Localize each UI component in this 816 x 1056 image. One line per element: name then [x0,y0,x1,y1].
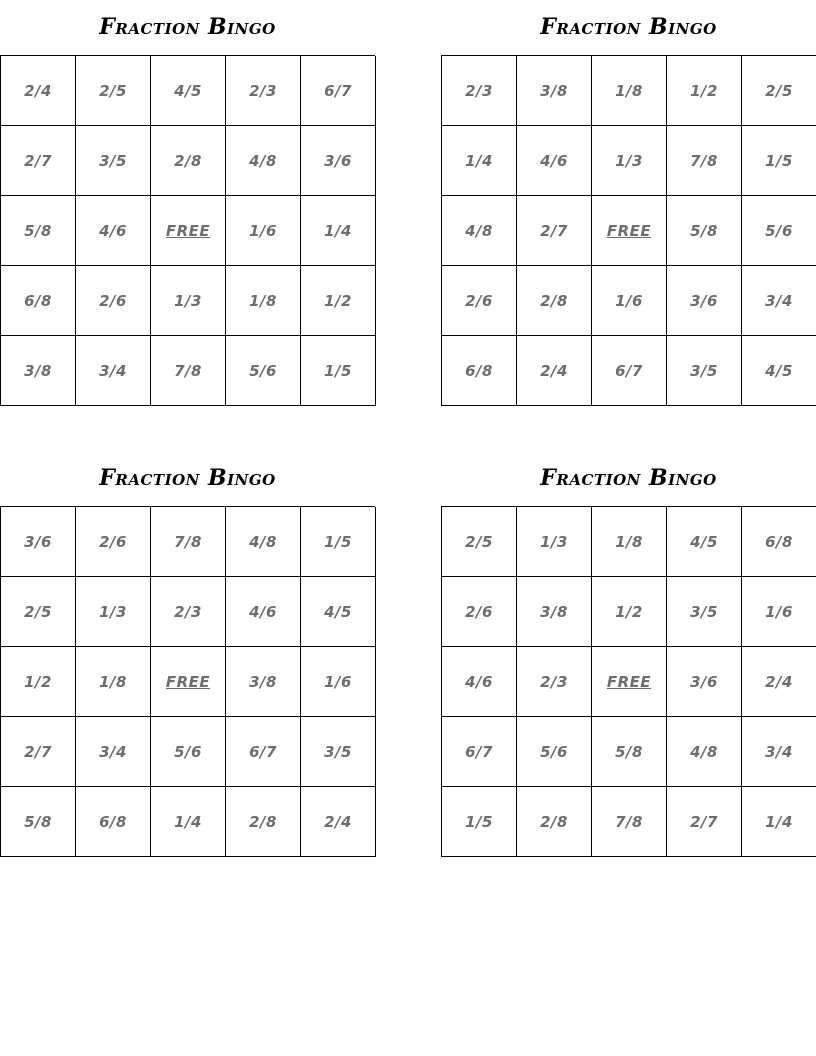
bingo-cell: 2/8 [151,126,226,196]
bingo-cell: 2/8 [517,266,592,336]
bingo-cell: 2/3 [517,647,592,717]
bingo-cell: 6/8 [742,507,816,577]
bingo-cell: 1/5 [442,787,517,857]
bingo-cell: 6/8 [76,787,151,857]
bingo-cell: 2/7 [517,196,592,266]
bingo-cell: 2/5 [76,56,151,126]
bingo-cell: 1/5 [742,126,816,196]
bingo-cell: 2/4 [742,647,816,717]
bingo-cell: 2/4 [1,56,76,126]
bingo-cell: 3/8 [517,577,592,647]
bingo-cell: 3/5 [76,126,151,196]
bingo-cell: 1/3 [592,126,667,196]
bingo-cell: 2/3 [226,56,301,126]
bingo-cell: 3/8 [226,647,301,717]
bingo-cell: 3/6 [1,507,76,577]
free-space-cell: FREE [151,647,226,717]
bingo-card-4 [441,451,816,857]
bingo-cell: 1/6 [301,647,376,717]
bingo-cell: 1/4 [442,126,517,196]
bingo-cell: 4/6 [226,577,301,647]
bingo-cell: 4/8 [667,717,742,787]
bingo-cell: 3/4 [76,336,151,406]
free-space-cell: FREE [592,196,667,266]
bingo-cell: 1/4 [301,196,376,266]
bingo-cell: 4/5 [742,336,816,406]
bingo-cell: 1/2 [592,577,667,647]
bingo-cell: 2/4 [517,336,592,406]
bingo-cell: 1/3 [517,507,592,577]
bingo-cell: 1/6 [592,266,667,336]
bingo-cell: 4/8 [226,507,301,577]
bingo-cell: 6/8 [1,266,76,336]
bingo-cell: 3/4 [76,717,151,787]
bingo-cell: 1/6 [742,577,816,647]
bingo-cell: 5/6 [742,196,816,266]
bingo-cell: 4/6 [442,647,517,717]
bingo-cell: 2/8 [226,787,301,857]
bingo-cell: 1/8 [226,266,301,336]
bingo-cell: 3/6 [667,266,742,336]
bingo-cell: 5/8 [592,717,667,787]
bingo-cell: 4/5 [667,507,742,577]
bingo-cell: 2/7 [1,126,76,196]
bingo-cell: 7/8 [151,336,226,406]
bingo-cell: 3/4 [742,266,816,336]
bingo-cell: 7/8 [592,787,667,857]
bingo-cell: 5/6 [151,717,226,787]
bingo-cell: 3/4 [742,717,816,787]
bingo-cell: 6/7 [301,56,376,126]
bingo-cell: 1/3 [151,266,226,336]
bingo-cell: 1/8 [592,507,667,577]
bingo-cell: 1/5 [301,336,376,406]
bingo-cell: 5/8 [1,787,76,857]
bingo-cell: 1/2 [1,647,76,717]
bingo-cell: 1/5 [301,507,376,577]
free-space-cell: FREE [151,196,226,266]
bingo-cell: 3/5 [301,717,376,787]
bingo-cell: 6/8 [442,336,517,406]
card-title: Fraction Bingo [99,14,276,40]
card-title: Fraction Bingo [540,14,717,40]
bingo-grid [441,55,816,406]
bingo-cell: 6/7 [442,717,517,787]
bingo-cell: 1/3 [76,577,151,647]
bingo-cell: 2/5 [1,577,76,647]
bingo-cell: 2/8 [517,787,592,857]
bingo-cell: 2/3 [442,56,517,126]
bingo-cell: 3/8 [517,56,592,126]
bingo-cell: 5/8 [1,196,76,266]
bingo-cell: 6/7 [226,717,301,787]
bingo-cell: 2/5 [442,507,517,577]
bingo-cell: 1/2 [301,266,376,336]
bingo-grid [0,506,375,857]
bingo-cell: 2/6 [76,507,151,577]
bingo-cell: 4/5 [151,56,226,126]
bingo-cell: 2/4 [301,787,376,857]
bingo-cell: 2/6 [442,577,517,647]
bingo-cell: 2/3 [151,577,226,647]
bingo-card-2 [441,0,816,406]
bingo-cell: 4/5 [301,577,376,647]
bingo-cell: 1/8 [592,56,667,126]
bingo-cell: 4/8 [442,196,517,266]
bingo-cell: 4/8 [226,126,301,196]
free-space-cell: FREE [592,647,667,717]
bingo-cell: 3/8 [1,336,76,406]
bingo-cell: 2/7 [1,717,76,787]
bingo-grid [441,506,816,857]
bingo-cell: 5/8 [667,196,742,266]
bingo-cell: 1/6 [226,196,301,266]
bingo-cell: 3/5 [667,336,742,406]
bingo-cell: 3/5 [667,577,742,647]
bingo-cell: 2/6 [76,266,151,336]
bingo-card-1 [0,0,375,406]
bingo-cell: 3/6 [667,647,742,717]
bingo-cell: 4/6 [517,126,592,196]
bingo-cell: 1/4 [151,787,226,857]
bingo-cell: 7/8 [667,126,742,196]
bingo-cell: 5/6 [517,717,592,787]
bingo-cell: 1/8 [76,647,151,717]
card-title: Fraction Bingo [540,465,717,491]
bingo-grid [0,55,375,406]
bingo-cell: 1/4 [742,787,816,857]
bingo-card-3 [0,451,375,857]
bingo-cell: 2/7 [667,787,742,857]
bingo-cell: 5/6 [226,336,301,406]
bingo-cell: 2/6 [442,266,517,336]
bingo-cell: 4/6 [76,196,151,266]
bingo-cell: 7/8 [151,507,226,577]
card-title: Fraction Bingo [99,465,276,491]
bingo-cell: 3/6 [301,126,376,196]
bingo-cell: 2/5 [742,56,816,126]
bingo-cell: 1/2 [667,56,742,126]
bingo-cell: 6/7 [592,336,667,406]
